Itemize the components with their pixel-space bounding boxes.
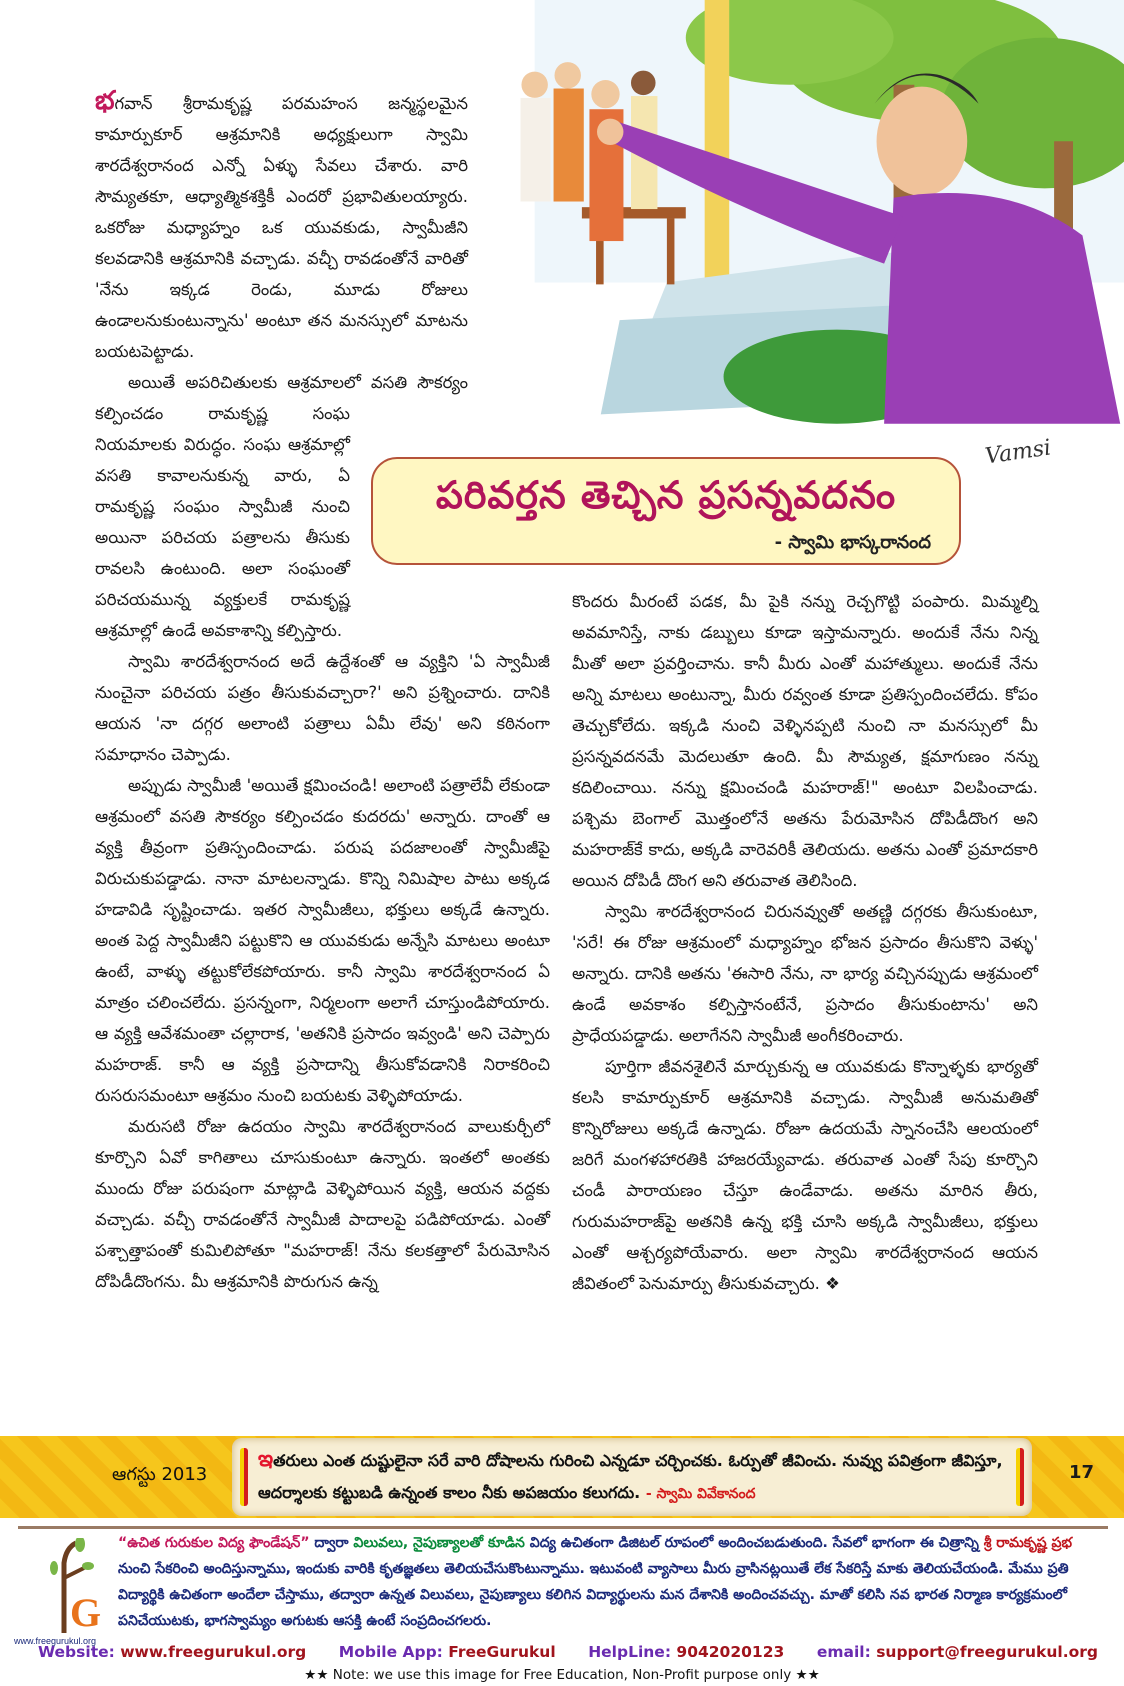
paragraph: మరుసటి రోజు ఉదయం స్వామి శారదేశ్వరానంద వాలుకుర్చీలో కూర్చొని ఏవో కాగితాలు చూసుకుంటూ ఉన్నారు. ఇంతలో అంతకు ముందు రోజు పరుషంగా మాట్లాడి వెళ్ళిపోయిన వ్యక్తి, ఆయన వద్దకు వచ్చాడు. వచ్చీ రావడంతోనే స్వామీజీ పాదాలపై పడిపోయాడు. ఎంతో పశ్చాత్తాపంతో కుమిలిపోతూ "మహరాజ్! నేను కలకత్తాలో పేరుమోసిన దోపిడీదొంగను. మీ ఆశ్రమానికి పొరుగున ఉన్న xyxy=(95,1117,550,1291)
website-link[interactable]: Website: www.freegurukul.org xyxy=(38,1643,307,1661)
freegurukul-logo xyxy=(14,1538,114,1648)
footer-description: “ఉచిత గురుకుల విద్య ఫౌండేషన్” ద్వారా విలువలు, నైపుణ్యాలతో కూడిన విద్య ఉచితంగా డిజిటల్ రూపంలో అందించబడుతుంది. సేవలో భాగంగా ఈ చిత్రాన్ని శ్రీ రామకృష్ణ ప్రభ నుంచి సేకరించి అందిస్తున్నాము, ఇందుకు వారికి కృతజ్ఞతలు తెలియచేసుకొంటున్నాము. ఇటువంటి వ్యాసాలు మీరు వ్రాసినట్లయితే లేక సేకరిస్తే మాకు తెలియచేయండి. మేము ప్రతి విద్యార్థికి ఉచితంగా అందేలా చేస్తాము, తద్వారా ఉన్నత విలువలు, నైపుణ్యాలు కలిగిన విద్యార్థులను మన దేశానికి అందించవచ్చు. మాతో కలిసి నవ భారత నిర్మాణ కార్యక్రమంలో పనిచేయుటకు, భాగస్వామ్యం అగుటకు ఆసక్తి ఉంటే సంప్రదించగలరు. xyxy=(118,1535,1072,1629)
drop-cap: భ xyxy=(95,86,115,116)
quote-author: - స్వామి వివేకానంద xyxy=(645,1486,756,1502)
paragraph: పూర్తిగా జీవనశైలినే మార్చుకున్న ఆ యువకుడు కొన్నాళ్ళకు భార్యతో కలసి కామార్పుకూర్ ఆశ్రమానికి వచ్చాడు. స్వామీజీ అనుమతితో కొన్నిరోజులు అక్కడే ఉన్నాడు. రోజూ ఉదయమే స్నానంచేసి ఆలయంలో జరిగే మంగళహారతికి హాజరయ్యేవాడు. తరువాత ఎంతో సేపు కూర్చొని చండీ పారాయణం చేస్తూ ఉండేవాడు. అతను మారిన తీరు, గురుమహరాజ్‌పై అతనికి ఉన్న భక్తి చూసి అక్కడి స్వామీజీలు, భక్తులు ఎంతో ఆశ్చర్యపోయేవారు. అలా స్వామి శారదేశ్వరానంద ఆయన జీవితంలో పెనుమార్పు తీసుకువచ్చారు. ❖ xyxy=(572,1057,1038,1293)
page-number: 17 xyxy=(1068,1462,1094,1483)
footer xyxy=(8,1518,1116,1686)
paragraph: స్వామి శారదేశ్వరానంద అదే ఉద్దేశంతో ఆ వ్యక్తిని 'ఏ స్వామీజీ నుంచైనా పరిచయ పత్రం తీసుకువచ్చారా?' అని ప్రశ్నించారు. దానికి ఆయన 'నా దగ్గర అలాంటి పత్రాలు ఏమీ లేవు' అని కఠినంగా సమాధానం చెప్పాడు. xyxy=(95,652,550,764)
paragraph: కొందరు మీరంటే పడక, మీ పైకి నన్ను రెచ్చగొట్టి పంపారు. మిమ్మల్ని అవమానిస్తే, నాకు డబ్బులు కూడా ఇస్తామన్నారు. అందుకే నేను నిన్న మీతో అలా ప్రవర్తించాను. కానీ మీరు ఎంతో మహాత్ములు. అందుకే నేను అన్ని మాటలు అంటున్నా, మీరు రవ్వంత కూడా ప్రతిస్పందించలేదు. కోపం తెచ్చుకోలేదు. ఇక్కడి నుంచి వెళ్ళినప్పటి నుంచి నా మనస్సులో మీ ప్రసన్నవదనమే మెదలుతూ ఉంది. మీ సౌమ్యత, క్షమాగుణం నన్ను కదిలించాయి. నన్ను క్షమించండి మహరాజ్!" అంటూ విలపించాడు. పశ్చిమ బెంగాల్ మొత్తంలోనే అతను పేరుమోసిన దోపిడీదొంగ అని మహరాజ్‌కే కాదు, అక్కడి వారెవరికీ తెలియదు. అతను ఎంతో ప్రమాదకారి అయిన దోపిడీ దొంగ అని తరువాత తెలిసింది. xyxy=(572,592,1038,890)
paragraph: అప్పుడు స్వామీజీ 'అయితే క్షమించండి! అలాంటి పత్రాలేవీ లేకుండా ఆశ్రమంలో వసతి సౌకర్యం కల్పించడం కుదరదు' అన్నారు. దాంతో ఆ వ్యక్తి తీవ్రంగా ప్రతిస్పందించాడు. పరుష పదజాలంతో స్వామీజీపై విరుచుకుపడ్డాడు. నానా మాటలన్నాడు. కొన్ని నిమిషాల పాటు అక్కడ హడావిడి సృష్టించాడు. ఇతర స్వామీజీలు, భక్తులు అక్కడే ఉన్నారు. అంత పెద్ద స్వామీజీని పట్టుకొని ఆ యువకుడు అన్నేసి మాటలు అంటూ ఉంటే, వాళ్ళు తట్టుకోలేకపోయారు. కానీ స్వామి శారదేశ్వరానంద ఏ మాత్రం చలించలేదు. ప్రసన్నంగా, నిర్మలంగా అలాగే చూస్తుండిపోయారు. ఆ వ్యక్తి ఆవేశమంతా చల్లారాక, 'అతనికి ప్రసాదం ఇవ్వండి' అని చెప్పారు మహరాజ్. కానీ ఆ వ్యక్తి ప్రసాదాన్ని తీసుకోవడానికి నిరాకరించి రుసరుసమంటూ ఆశ్రమం నుంచి బయటకు వెళ్ళిపోయాడు. xyxy=(95,776,550,1105)
illustration-signature: Vamsi xyxy=(983,435,1053,470)
decor-bar xyxy=(1016,1448,1024,1506)
story-illustration xyxy=(478,0,1124,452)
quote-scroll xyxy=(232,1438,1032,1516)
paragraph: స్వామి శారదేశ్వరానంద చిరునవ్వుతో అతణ్ణి దగ్గరకు తీసుకుంటూ, 'సరే! ఈ రోజు ఆశ్రమంలో మధ్యాహ్నం భోజన ప్రసాదం తీసుకొని వెళ్ళు' అన్నారు. దానికి అతను 'ఈసారి నేను, నా భార్య వచ్చినప్పుడు ఆశ్రమంలో ఉండే అవకాశం కల్పిస్తానంటేనే, ప్రసాదం తీసుకుంటాను' అని ప్రాధేయపడ్డాడు. అలాగేనని స్వామీజీ అంగీకరించారు. xyxy=(572,902,1038,1045)
decor-bar xyxy=(240,1448,248,1506)
mobile-app-link[interactable]: Mobile App: FreeGurukul xyxy=(338,1643,556,1661)
quote-band xyxy=(0,1436,1124,1518)
article-title: పరివర్తన తెచ్చిన ప్రసన్నవదనం xyxy=(435,473,897,517)
issue-date: ఆగస్టు 2013 xyxy=(112,1464,208,1485)
article-title-box xyxy=(371,457,961,565)
contact-row xyxy=(38,1642,1098,1662)
email-link[interactable]: email: support@freegurukul.org xyxy=(816,1643,1098,1661)
svg-text:G: G xyxy=(70,1590,102,1635)
footer-note: ★★ Note: we use this image for Free Education, Non-Profit purpose only ★★ xyxy=(304,1667,820,1683)
helpline[interactable]: HelpLine: 9042020123 xyxy=(588,1643,785,1661)
article-left-column xyxy=(95,86,550,1426)
paragraph: భగవాన్ శ్రీరామకృష్ణ పరమహంస జన్మస్థలమైన కామార్పుకూర్ ఆశ్రమానికి అధ్యక్షులుగా స్వామి శారదేశ్వరానంద ఎన్నో ఏళ్ళు సేవలు చేశారు. వారి సౌమ్యతకూ, ఆధ్యాత్మికశక్తికీ ఎందరో ప్రభావితులయ్యారు. ఒకరోజు మధ్యాహ్నం ఒక యువకుడు, స్వామీజీని కలవడానికి ఆశ్రమానికి వచ్చాడు. వచ్చీ రావడంతోనే వారితో 'నేను ఇక్కడ రెండు, మూడు రోజులు ఉండాలనుకుంటున్నాను' అంటూ తన మనస్సులో మాటను బయటపెట్టాడు. xyxy=(95,86,468,361)
quote: ఇతరులు ఎంత దుష్టులైనా సరే వారి దోషాలను గురించి ఎన్నడూ చర్చించకు. ఓర్పుతో జీవించు. నువ్వు పవిత్రంగా జీవిస్తూ, ఆదర్శాలకు కట్టుబడి ఉన్నంత కాలం నీకు అపజయం కలుగదు. - స్వామి వివేకానంద xyxy=(258,1447,1003,1502)
article-right-column xyxy=(572,586,1038,1426)
article-author: - స్వామి భాస్కరానంద xyxy=(774,532,931,553)
paragraph: అయితే అపరిచితులకు ఆశ్రమాలలో వసతి సౌకర్యం కల్పించడం రామకృష్ణ సంఘ నియమాలకు విరుద్ధం. సంఘ ఆశ్రమాల్లో వసతి కావాలనుకున్న వారు, ఏ రామకృష్ణ సంఘం స్వామీజీ నుంచి అయినా పరిచయ పత్రాలను తీసుకు రావలసి ఉంటుంది. అలా సంఘంతో పరిచయమున్న వ్యక్తులకే రామకృష్ణ ఆశ్రమాల్లో ఉండే అవకాశాన్ని కల్పిస్తారు. xyxy=(95,373,468,640)
svg-text:www.freegurukul.org: www.freegurukul.org xyxy=(14,1636,97,1646)
divider xyxy=(18,1526,1108,1529)
